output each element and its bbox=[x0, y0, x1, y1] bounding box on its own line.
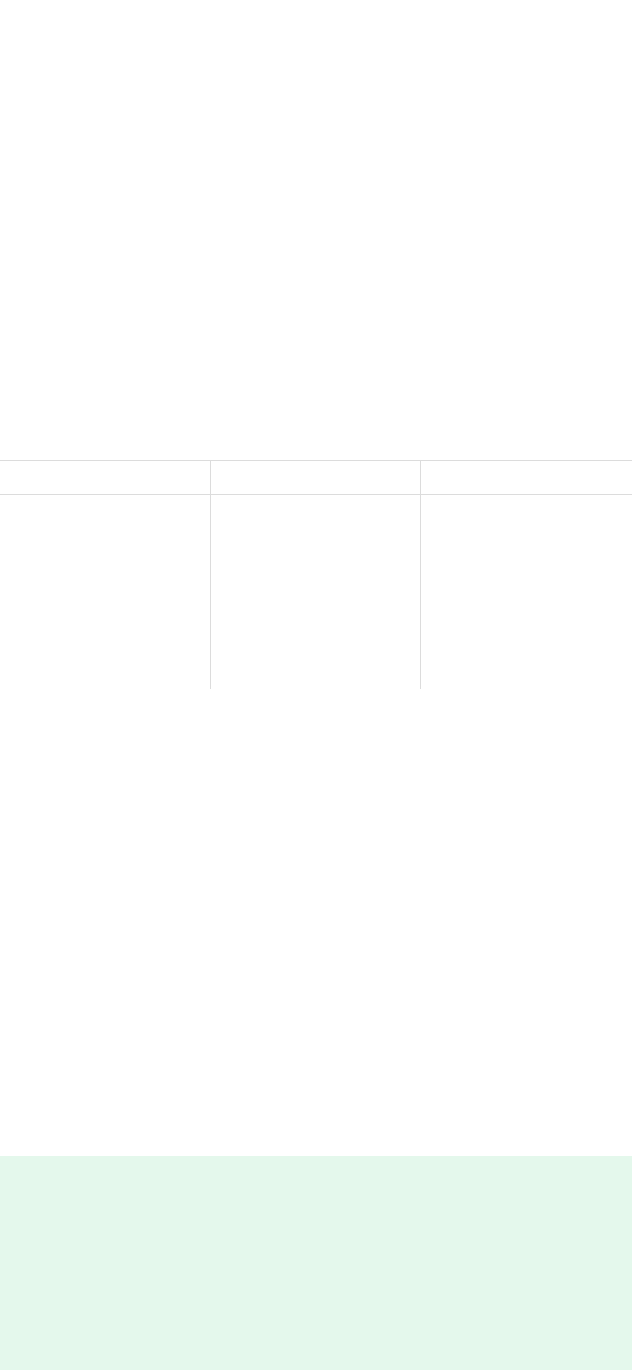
table-col-negatives bbox=[420, 461, 632, 689]
table-col-short-answers bbox=[210, 461, 421, 689]
table-col-questions bbox=[0, 461, 210, 689]
table-header-divider bbox=[0, 494, 632, 495]
final-answers-box bbox=[0, 1156, 632, 1370]
